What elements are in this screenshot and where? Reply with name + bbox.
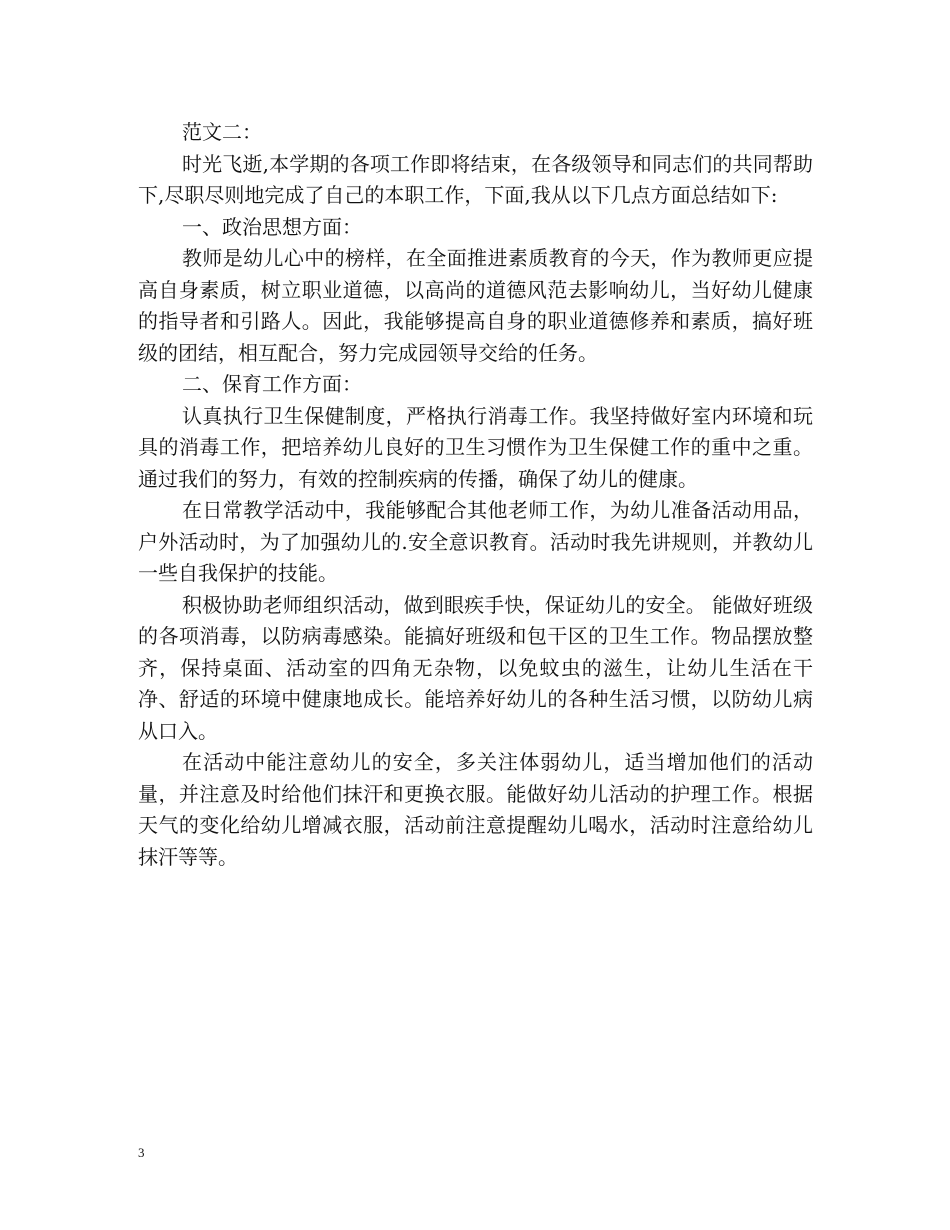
safety-care-paragraph: 在活动中能注意幼儿的安全，多关注体弱幼儿，适当增加他们的活动 量，并注意及时给他们抹汗和更换衣服。能做好幼儿活动的护理工作。根据天气的变化给幼儿增减衣服，活动前注意提醒幼儿喝水，活动时注意给幼儿抹汗等等。 (138, 750, 813, 869)
intro-paragraph: 时光飞逝,本学期的各项工作即将结束，在各级领导和同志们的共同帮助下,尽职尽则地完成了自己的本职工作，下面,我从以下几点方面总结如下: (138, 151, 813, 207)
document-body (138, 117, 813, 873)
political-thought-paragraph: 教师是幼儿心中的榜样，在全面推进素质教育的今天，作为教师更应提高自身素质，树立职业道德，以高尚的道德风范去影响幼儿，当好幼儿健康的指导者和引路人。因此，我能够提高自身的职业道德修养和素质，搞好班级的团结，相互配合，努力完成园领导交给的任务。 (138, 246, 813, 365)
section-heading-sample-two: 范文二： (182, 120, 262, 144)
section-heading-political-thought: 一、政治思想方面： (182, 214, 362, 239)
page-number: 3 (138, 1145, 145, 1160)
daily-activities-paragraph: 在日常教学活动中，我能够配合其他老师工作，为幼儿准备活动用品，户外活动时，为了加强幼儿的.安全意识教育。活动时我先讲规则，并教幼儿一些自我保护的技能。 (138, 498, 813, 585)
hygiene-paragraph: 认真执行卫生保健制度，严格执行消毒工作。我坚持做好室内环境和玩具的消毒工作，把培养幼儿良好的卫生习惯作为卫生保健工作的重中之重。通过我们的努力，有效的控制疾病的传播，确保了幼儿的健康。 (138, 403, 813, 491)
assist-teachers-paragraph: 积极协助老师组织活动，做到眼疾手快，保证幼儿的安全。 能做好班级的各项消毒，以防病毒感染。能搞好班级和包干区的卫生工作。物品摆放整齐，保持桌面、活动室的四角无杂物，以免蚊虫的滋生，让幼儿生活在干净、舒适的环境中健康地成长。能培养好幼儿的各种生活习惯，以防幼儿病从口入。 (138, 592, 813, 743)
section-heading-childcare-work: 二、保育工作方面： (182, 372, 362, 396)
